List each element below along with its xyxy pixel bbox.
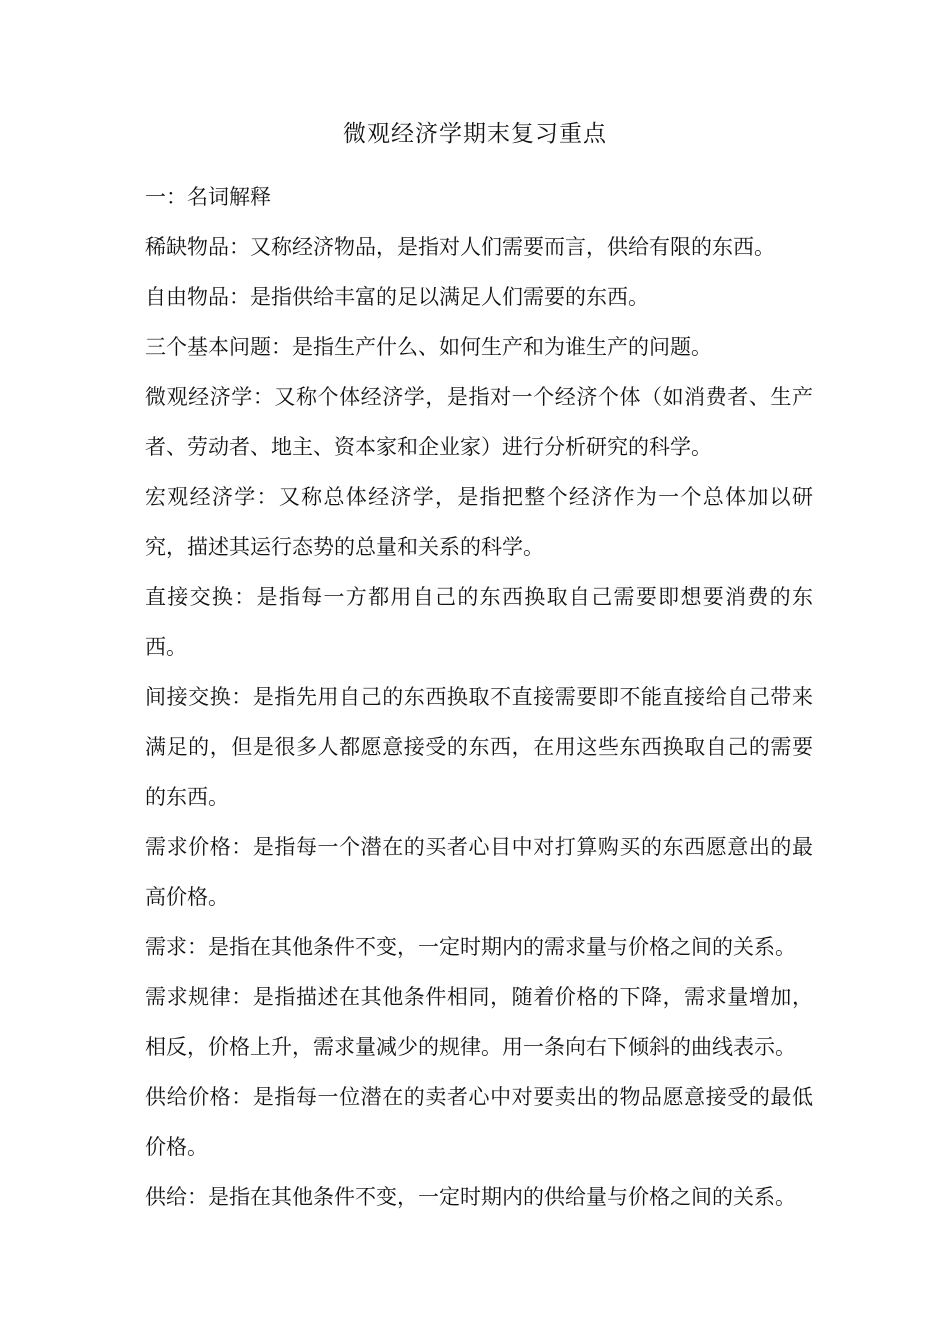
term-definition-supply: 供给：是指在其他条件不变，一定时期内的供给量与价格之间的关系。 [145,1185,796,1209]
term-definition-free-goods: 自由物品：是指供给丰富的足以满足人们需要的东西。 [145,285,649,309]
term-definition-three-basic-questions: 三个基本问题：是指生产什么、如何生产和为谁生产的问题。 [145,335,712,359]
document-body [145,172,813,1222]
section-heading: 一：名词解释 [145,185,271,209]
document-title: 微观经济学期末复习重点 [343,121,607,147]
term-definition-indirect-exchange: 间接交换：是指先用自己的东西换取不直接需要即不能直接给自己带来满足的，但是很多人都愿意接受的东西，在用这些东西换取自己的需要的东西。 [145,685,813,809]
term-definition-demand-price: 需求价格：是指每一个潜在的买者心目中对打算购买的东西愿意出的最高价格。 [145,835,813,909]
term-definition-macroeconomics: 宏观经济学：又称总体经济学，是指把整个经济作为一个总体加以研究，描述其运行态势的总量和关系的科学。 [145,485,813,559]
term-definition-demand: 需求：是指在其他条件不变，一定时期内的需求量与价格之间的关系。 [145,935,796,959]
term-definition-microeconomics: 微观经济学：又称个体经济学，是指对一个经济个体（如消费者、生产者、劳动者、地主、资本家和企业家）进行分析研究的科学。 [145,385,813,459]
term-definition-supply-price: 供给价格：是指每一位潜在的卖者心中对要卖出的物品愿意接受的最低价格。 [145,1085,813,1159]
term-definition-direct-exchange: 直接交换：是指每一方都用自己的东西换取自己需要即想要消费的东西。 [145,585,813,659]
term-definition-law-of-demand: 需求规律：是指描述在其他条件相同，随着价格的下降，需求量增加，相反，价格上升，需求量减少的规律。用一条向右下倾斜的曲线表示。 [145,985,813,1059]
term-definition-scarce-goods: 稀缺物品：又称经济物品，是指对人们需要而言，供给有限的东西。 [145,235,775,259]
